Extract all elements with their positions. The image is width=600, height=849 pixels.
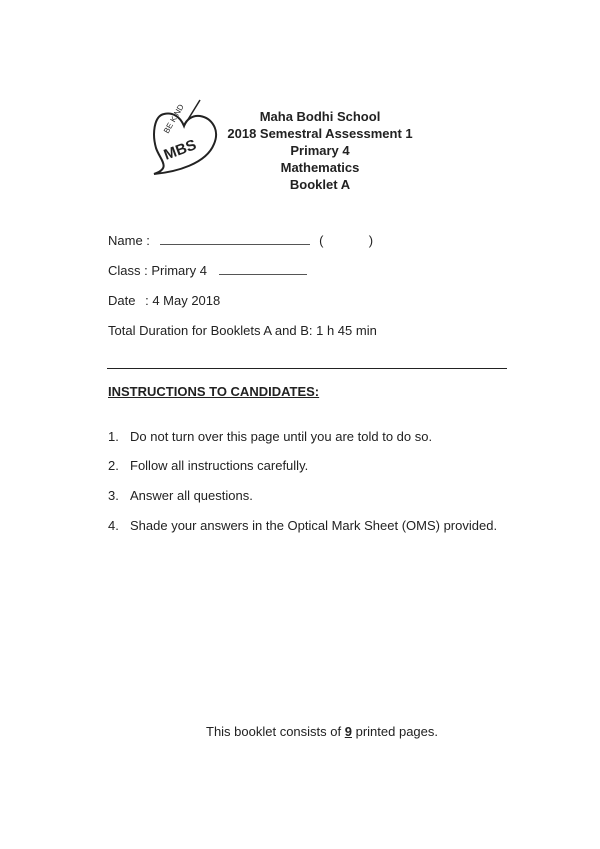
assessment-title: 2018 Semestral Assessment 1 <box>227 126 413 141</box>
instruction-number: 4. <box>108 518 119 533</box>
instruction-text: Shade your answers in the Optical Mark Sheet (OMS) provided. <box>130 518 498 533</box>
instruction-item <box>108 429 432 444</box>
name-blank[interactable] <box>160 234 310 245</box>
instruction-text: Do not turn over this page until you are told to do so. <box>130 429 433 444</box>
instruction-item <box>108 458 308 473</box>
instructions-title: INSTRUCTIONS TO CANDIDATES: <box>108 384 320 399</box>
instruction-item <box>108 488 253 503</box>
date-value: : 4 May 2018 <box>145 293 221 308</box>
class-label: Class : Primary 4 <box>108 263 207 278</box>
booklet-text: Booklet A <box>289 177 351 192</box>
name-paren-close: ) <box>368 233 374 248</box>
page-count: 9 <box>344 724 352 739</box>
duration-text: Total Duration for Booklets A and B: 1 h 45 min <box>108 323 377 338</box>
footer-text-before: This booklet consists of <box>206 724 342 739</box>
instruction-number: 1. <box>108 429 119 444</box>
name-label: Name : <box>108 233 150 248</box>
date-field <box>108 293 220 308</box>
class-blank[interactable] <box>219 264 307 275</box>
name-field <box>108 233 373 248</box>
logo-motto-text: BE KIND <box>161 102 186 135</box>
exam-header <box>205 108 435 193</box>
instruction-text: Follow all instructions carefully. <box>130 458 309 473</box>
page-count-note <box>206 724 438 739</box>
divider-line <box>107 368 507 369</box>
name-paren-open: ( <box>319 233 324 248</box>
date-label: Date <box>108 293 136 308</box>
class-field <box>108 263 307 278</box>
instruction-text: Answer all questions. <box>130 488 253 503</box>
level-text: Primary 4 <box>290 143 350 158</box>
school-name: Maha Bodhi School <box>259 109 381 124</box>
instruction-item <box>108 518 497 533</box>
subject-text: Mathematics <box>280 160 360 175</box>
logo-initials: MBS <box>161 136 199 164</box>
instruction-number: 3. <box>108 488 119 503</box>
footer-text-after: printed pages. <box>355 724 439 739</box>
instruction-number: 2. <box>108 458 119 473</box>
